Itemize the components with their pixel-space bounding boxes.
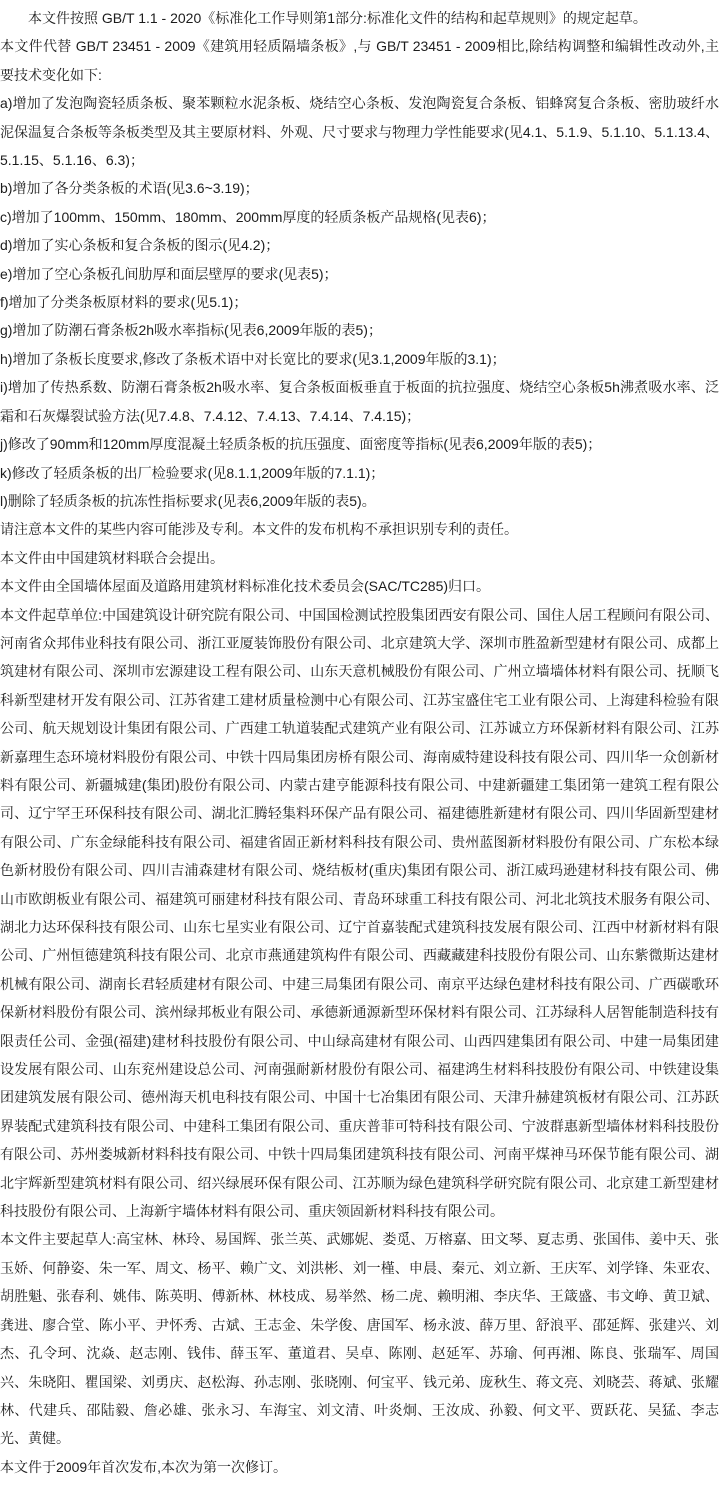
paragraph: k)修改了轻质条板的出厂检验要求(见8.1.1,2009年版的7.1.1)； — [0, 464, 385, 481]
paragraph: b)增加了各分类条板的术语(见3.6~3.19)； — [0, 180, 259, 197]
paragraph: i)增加了传热系数、防潮石膏条板2h吸水率、复合条板面板垂直于板面的抗拉强度、烧结空心条板5h沸煮吸水率、泛霜和石灰爆裂试验方法(见7.4.8、7.4.12、7.4.13、7.4.14、7.4.15)； — [0, 379, 719, 424]
paragraph: d)增加了实心条板和复合条板的图示(见4.2)； — [0, 237, 280, 254]
paragraph: 本文件代替 GB/T 23451 - 2009《建筑用轻质隔墙条板》,与 GB/T 23451 - 2009相比,除结构调整和编辑性改动外,主要技术变化如下: — [0, 38, 719, 83]
foreword-text-block — [0, 4, 719, 1481]
paragraph: f)增加了分类条板原材料的要求(见5.1)； — [0, 294, 248, 311]
paragraph: 本文件主要起草人:高宝林、林玲、易国辉、张兰英、武娜妮、娄觅、万榕嘉、田文琴、夏志勇、张国伟、姜中天、张玉娇、何静姿、朱一军、周文、杨平、赖广文、刘洪彬、刘一槿、申晨、秦元、刘立新、王庆军、刘学锋、朱亚农、胡胜魁、张春利、姚伟、陈英明、傅新林、林枝成、易举然、杨二虎、赖明湘、李庆华、王箴盛、韦文峥、黄卫斌、龚进、廖合堂、陈小平、尹怀秀、古斌、王志金、朱学俊、唐国军、杨永波、薛万里、舒浪平、邵延辉、张建兴、刘杰、孔令珂、沈焱、赵志刚、钱伟、薛玉军、董道君、吴卓、陈刚、赵延军、苏瑜、何再湘、陈良、张瑞军、周国兴、朱晓阳、瞿国梁、刘勇庆、赵松海、孙志刚、张晓刚、何宝平、钱元弟、庞秋生、蒋文亮、刘晓芸、蒋斌、张耀林、代建兵、邵陆毅、詹必雄、张永习、车海宝、刘文清、叶炎炯、王汝成、孙毅、何文平、贾跃花、吴猛、李志光、黄健。 — [0, 1231, 719, 1447]
paragraph: 本文件按照 GB/T 1.1 - 2020《标准化工作导则第1部分:标准化文件的结构和起草规则》的规定起草。 — [28, 10, 647, 26]
paragraph: 本文件于2009年首次发布,本次为第一次修订。 — [0, 1458, 288, 1475]
paragraph: l)删除了轻质条板的抗冻性指标要求(见表6,2009年版的表5)。 — [0, 492, 376, 509]
paragraph: h)增加了条板长度要求,修改了条板术语中对长宽比的要求(见3.1,2009年版的3.1)； — [0, 350, 506, 367]
paragraph: 本文件由全国墙体屋面及道路用建筑材料标准化技术委员会(SAC/TC285)归口。 — [0, 578, 491, 595]
paragraph: a)增加了发泡陶瓷轻质条板、聚苯颗粒水泥条板、烧结空心条板、发泡陶瓷复合条板、铝蜂窝复合条板、密肋玻纤水泥保温复合条板等条板类型及其主要原材料、外观、尺寸要求与物理力学性能要求(见4.1、5.1.9、5.1.10、5.1.13.4、5.1.15、5.1.16、6.3)； — [0, 95, 719, 169]
paragraph: j)修改了90mm和120mm厚度混凝土轻质条板的抗压强度、面密度等指标(见表6,2009年版的表5)； — [0, 436, 602, 453]
paragraph: 本文件由中国建筑材料联合会提出。 — [0, 549, 224, 566]
paragraph: g)增加了防潮石膏条板2h吸水率指标(见表6,2009年版的表5)； — [0, 322, 382, 339]
paragraph: c)增加了100mm、150mm、180mm、200mm厚度的轻质条板产品规格(见表6)； — [0, 208, 496, 225]
paragraph: e)增加了空心条板孔间肋厚和面层壁厚的要求(见表5)； — [0, 265, 338, 282]
paragraph: 请注意本文件的某些内容可能涉及专利。本文件的发布机构不承担识别专利的责任。 — [0, 521, 518, 538]
paragraph: 本文件起草单位:中国建筑设计研究院有限公司、中国国检测试控股集团西安有限公司、国住人居工程顾问有限公司、河南省众邦伟业科技有限公司、浙江亚厦装饰股份有限公司、北京建筑大学、深圳市胜盈新型建材有限公司、成都上筑建材有限公司、深圳市宏源建设工程有限公司、山东天意机械股份有限公司、广州立墙墙体材料有限公司、抚顺飞科新型建材开发有限公司、江苏省建工建材质量检测中心有限公司、江苏宝盛住宅工业有限公司、上海建科检验有限公司、航天规划设计集团有限公司、广西建工轨道装配式建筑产业有限公司、江苏诚立方环保新材料有限公司、江苏新嘉理生态环境材料股份有限公司、中铁十四局集团房桥有限公司、海南威特建设科技有限公司、四川华一众创新材料有限公司、新疆城建(集团)股份有限公司、内蒙古建亨能源科技有限公司、中建新疆建工集团第一建筑工程有限公司、辽宁罕王环保科技有限公司、湖北汇腾轻集料环保产品有限公司、福建德胜新建材有限公司、四川华固新型建材有限公司、广东金绿能科技有限公司、福建省固正新材料科技有限公司、贵州蓝图新材料股份有限公司、广东松本绿色新材股份有限公司、四川吉浦森建材有限公司、烧结板材(重庆)集团有限公司、浙江威玛逊建材科技有限公司、佛山市欧朗板业有限公司、福建筑可丽建材科技有限公司、青岛环球重工科技有限公司、河北北筑技术服务有限公司、湖北力达环保科技有限公司、山东七星实业有限公司、辽宁首嘉装配式建筑科技发展有限公司、江西中材新材料有限公司、广州恒德建筑科技有限公司、北京市燕通建筑构件有限公司、西藏藏建科技股份有限公司、山东紫微斯达建材机械有限公司、湖南长君轻质建材有限公司、中建三局集团有限公司、南京平达绿色建材科技有限公司、广西碳歌环保新材料股份有限公司、滨州绿邦板业有限公司、承德新通源新型环保材料有限公司、江苏绿科人居智能制造科技有限责任公司、金强(福建)建材科技股份有限公司、中山绿高建材有限公司、山西四建集团有限公司、中建一局集团建设发展有限公司、山东兖州建设总公司、河南强耐新材股份有限公司、福建鸿生材料科技股份有限公司、中铁建设集团建筑发展有限公司、德州海天机电科技有限公司、中国十七冶集团有限公司、天津升赫建筑板材有限公司、江苏跃界装配式建筑科技有限公司、中建科工集团有限公司、重庆普菲可特科技有限公司、宁波群惠新型墙体材料科技股份有限公司、苏州娄城新材料科技有限公司、中铁十四局集团建筑科技有限公司、河南平煤神马环保节能有限公司、湖北宇辉新型建筑材料有限公司、绍兴绿展环保有限公司、江苏顺为绿色建筑科学研究院有限公司、北京建工新型建材科技股份有限公司、上海新宇墙体材料有限公司、重庆领固新材料科技有限公司。 — [0, 606, 719, 1220]
